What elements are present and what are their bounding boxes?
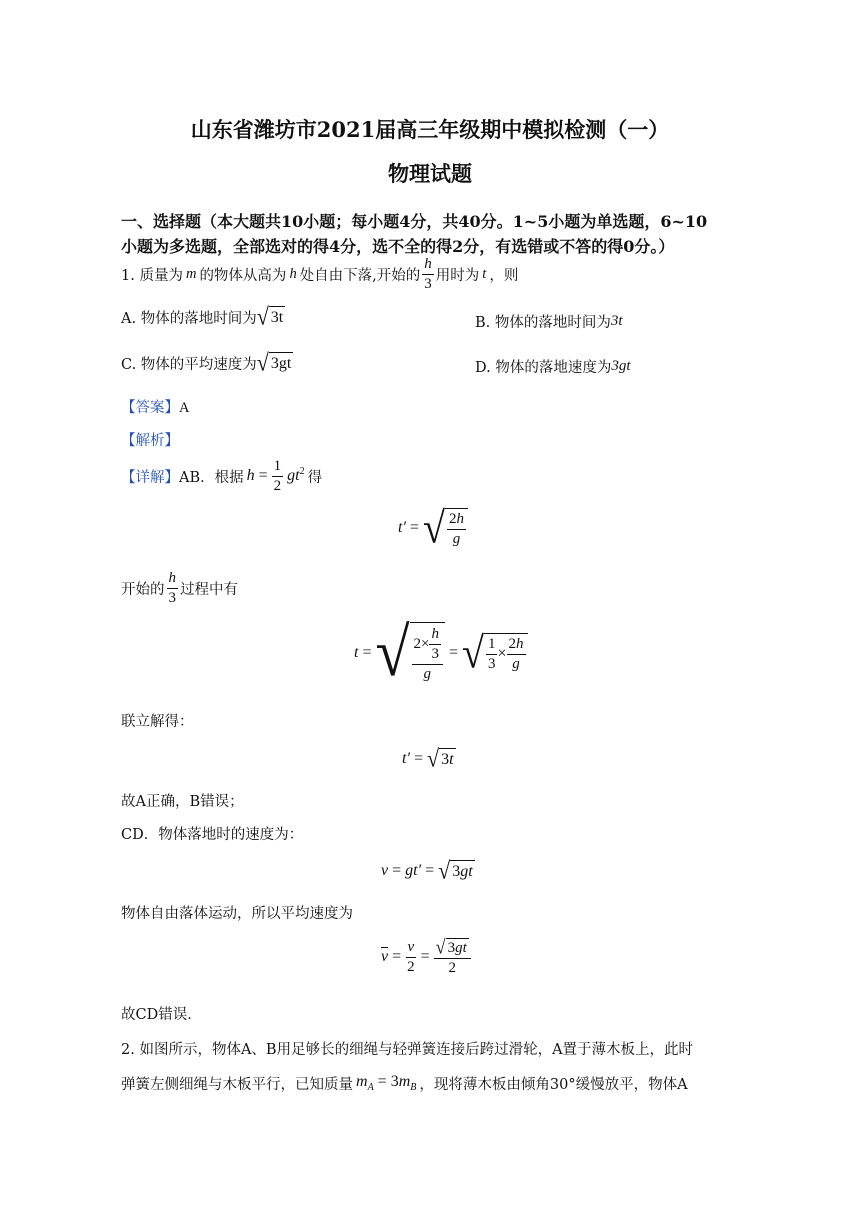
formula-t-prime-result: t′ = √ 3 t	[402, 744, 454, 773]
answer-line	[121, 396, 189, 417]
detail-label: 【详解】	[121, 469, 179, 486]
formula-t: t = √ 2× $\frac{h}{3}$ g = √ $\frac{1}{3}$ × $\frac{2h}{g}$	[354, 622, 528, 684]
free-fall-text: 物体自由落体运动，所以平均速度为	[121, 906, 353, 922]
q1-var-m: m	[185, 265, 197, 282]
q1-fraction-h-over-3	[422, 257, 434, 292]
question-2-line1: 2. 如图所示，物体A、B用足够长的细绳与轻弹簧连接后跨过滑轮，A置于薄木板上，此时	[121, 1042, 694, 1058]
option-c-value: 3gt	[270, 355, 292, 372]
detail-ab-line	[121, 456, 322, 496]
fraction-h-over-3: $\frac{h}{3}$	[168, 569, 176, 606]
option-d	[475, 356, 631, 377]
option-d-text: D. 物体的落地速度为	[475, 360, 612, 376]
q1-stem-a: 1. 质量为	[121, 267, 183, 284]
page-title: 山东省潍坊市2021届高三年级期中模拟检测（一）	[190, 117, 670, 142]
fraction-denominator: 3	[424, 275, 432, 292]
option-c-text: C. 物体的平均速度为	[121, 356, 257, 373]
text-process: 过程中有	[180, 581, 238, 598]
section-heading-line1: 一、选择题（本大题共10小题；每小题4分，共40分。1~5小题为单选题，6~10	[121, 212, 708, 231]
q1-stem-b: 的物体从高为	[199, 267, 287, 284]
a-correct-text: 故A正确，B错误；	[121, 794, 244, 810]
start-process-line	[121, 570, 238, 606]
detail-de-text: 得	[307, 469, 323, 486]
answer-value: A	[179, 400, 190, 416]
cd-wrong-text: 故CD错误．	[121, 1007, 202, 1023]
option-d-value: 3gt	[611, 358, 631, 374]
option-c	[121, 348, 293, 377]
section-heading-line2: 小题为多选题，全部选对的得4分，选不全的得2分，有选错或不答的得0分。）	[121, 237, 675, 256]
option-a-text: A. 物体的落地时间为	[121, 310, 257, 327]
formula-mass-relation: $m_A = 3m_B$	[356, 1073, 417, 1094]
cd-velocity-text: CD．物体落地时的速度为：	[121, 827, 304, 843]
option-b-text: B. 物体的落地时间为	[475, 315, 611, 331]
answer-label: 【答案】	[121, 400, 179, 416]
q1-stem-d: 用时为	[435, 267, 480, 284]
formula-velocity: v = gt′ = √ 3 gt	[381, 856, 473, 885]
question-1-stem	[121, 256, 518, 292]
q1-stem-e: ，则	[489, 267, 519, 284]
question-2-line2	[121, 1073, 688, 1094]
sqrt-symbol: √ 3t	[256, 302, 284, 331]
fraction-numerator: h	[422, 257, 434, 275]
text-start: 开始的	[121, 581, 165, 598]
option-b	[475, 311, 623, 332]
sqrt-symbol: √ 3gt	[256, 348, 292, 377]
formula-h-equals-half-gt2: h = $\frac{1}{2}$ $gt^2$	[246, 457, 305, 494]
q2-line2b: ，现将薄木板由倾角30°缓慢放平，物体A	[419, 1077, 688, 1093]
formula-average-velocity: $\overline{v}$ = $\frac{v}{2}$ = √ 3 gt 2	[381, 938, 471, 976]
q1-stem-c: 处自由下落,开始的	[299, 267, 421, 284]
option-b-value: 3t	[610, 313, 623, 329]
q1-var-h: h	[289, 265, 297, 282]
analysis-label: 【解析】	[121, 433, 179, 449]
q1-var-t: t	[482, 265, 487, 282]
option-a	[121, 302, 285, 331]
q2-line2a: 弹簧左侧细绳与木板平行，已知质量	[121, 1077, 353, 1093]
lianli-text: 联立解得：	[121, 714, 194, 730]
option-a-value: 3t	[270, 309, 284, 326]
detail-ab-text: AB．根据	[179, 469, 244, 486]
formula-t-prime: t′ = √ $\frac{2h}{g}$	[398, 508, 468, 548]
page-subtitle: 物理试题	[388, 161, 472, 186]
